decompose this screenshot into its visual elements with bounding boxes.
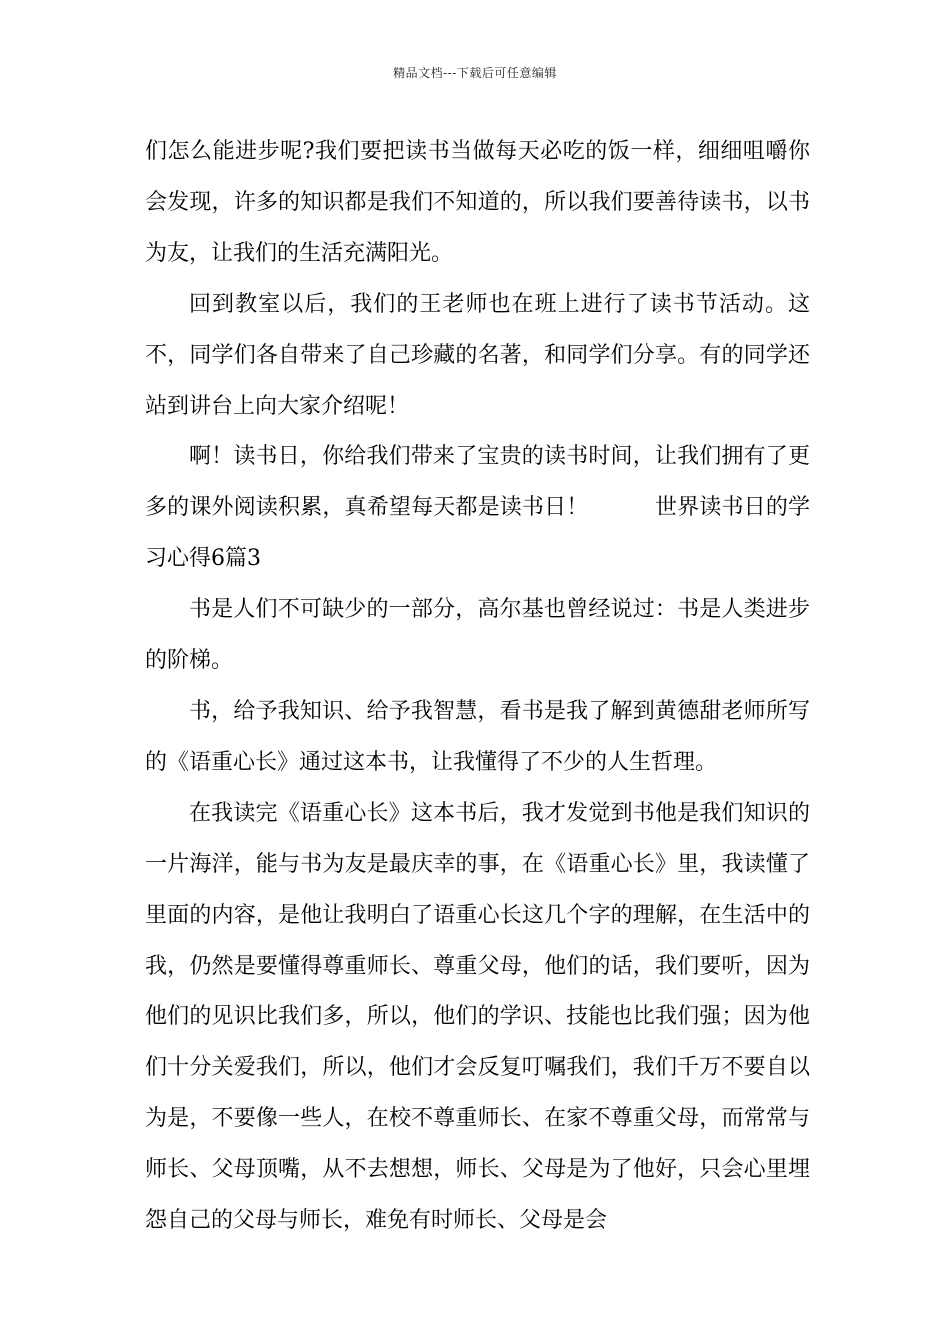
paragraph: 们怎么能进步呢?我们要把读书当做每天必吃的饭一样，细细咀嚼你会发现，许多的知识都是我们不知道的，所以我们要善待读书，以书为友，让我们的生活充满阳光。	[145, 139, 810, 266]
paragraph: 在我读完《语重心长》这本书后，我才发觉到书他是我们知识的一片海洋，能与书为友是最庆幸的事，在《语重心长》里，我读懂了里面的内容，是他让我明白了语重心长这几个字的理解，在生活中的我，仍然是要懂得尊重师长、尊重父母，他们的话，我们要听，因为他们的见识比我们多，所以，他们的学识、技能也比我们强；因为他们十分关爱我们，所以，他们才会反复叮嘱我们，我们千万不要自以为是，不要像一些人，在校不尊重师长、在家不尊重父母，而常常与师长、父母顶嘴，从不去想想，师长、父母是为了他好，只会心里埋怨自己的父母与师长，难免有时师长、父母是会	[145, 800, 810, 1234]
paragraph: 书，给予我知识、给予我智慧，看书是我了解到黄德甜老师所写的《语重心长》通过这本书，让我懂得了不少的人生哲理。	[145, 698, 810, 775]
paragraph: 回到教室以后，我们的王老师也在班上进行了读书节活动。这不，同学们各自带来了自己珍藏的名著，和同学们分享。有的同学还站到讲台上向大家介绍呢！	[145, 291, 810, 419]
page-header: 精品文档---下载后可任意编辑	[393, 66, 557, 80]
paragraph: 书是人们不可缺少的一部分，高尔基也曾经说过：书是人类进步的阶梯。	[145, 597, 810, 674]
paragraph: 啊！读书日，你给我们带来了宝贵的读书时间，让我们拥有了更多的课外阅读积累，真希望每天都是读书日！ 世界读书日的学习心得6篇3	[145, 444, 810, 572]
document-body	[145, 127, 810, 1247]
